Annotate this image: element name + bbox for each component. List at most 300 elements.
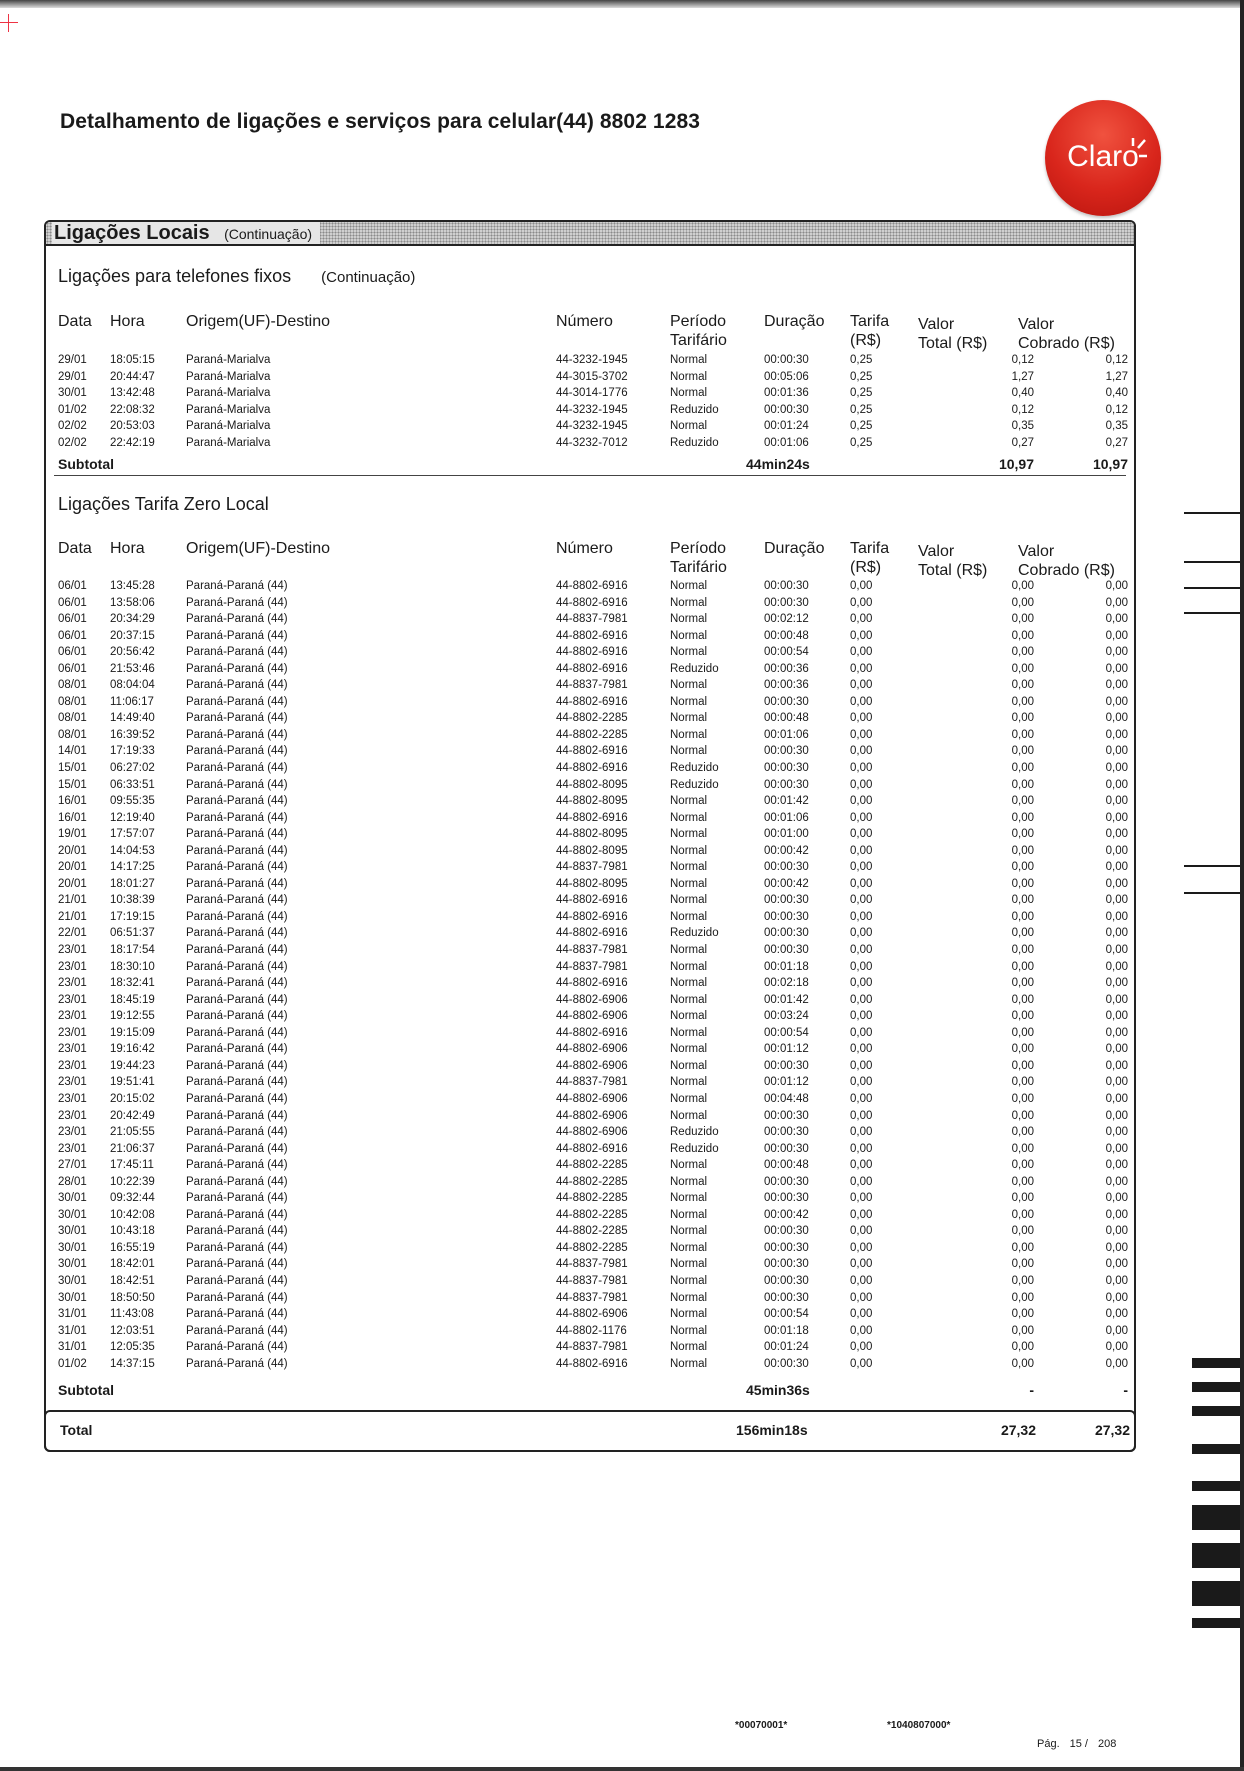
cell-duracao: 00:01:42 bbox=[764, 993, 809, 1006]
total-valor-total: 27,32 bbox=[1000, 1422, 1036, 1438]
cell-valor-cobrado: 0,00 bbox=[1105, 679, 1128, 692]
claro-logo bbox=[1045, 100, 1161, 216]
cell-origem: Paraná-Paraná (44) bbox=[186, 1026, 288, 1039]
table-row bbox=[46, 644, 1134, 661]
cell-numero: 44-8802-6906 bbox=[556, 1308, 628, 1321]
cell-hora: 21:05:55 bbox=[110, 1126, 155, 1139]
cell-duracao: 00:01:06 bbox=[764, 436, 809, 449]
cell-hora: 19:12:55 bbox=[110, 1010, 155, 1023]
cell-numero: 44-8837-7981 bbox=[556, 1274, 628, 1287]
cell-periodo: Normal bbox=[670, 646, 708, 659]
cell-hora: 12:05:35 bbox=[110, 1341, 155, 1354]
cell-duracao: 00:01:24 bbox=[764, 1341, 809, 1354]
section-title: Ligações Locais bbox=[54, 222, 210, 244]
cell-valor-total: 0,00 bbox=[1011, 1175, 1034, 1188]
cell-periodo: Normal bbox=[670, 1341, 708, 1354]
table-row bbox=[46, 1339, 1134, 1356]
table-row bbox=[46, 876, 1134, 893]
cell-hora: 19:15:09 bbox=[110, 1026, 155, 1039]
table-row bbox=[46, 1141, 1134, 1158]
cell-origem: Paraná-Paraná (44) bbox=[186, 596, 288, 609]
cell-valor-cobrado: 0,00 bbox=[1105, 596, 1128, 609]
cell-valor-total: 0,00 bbox=[1011, 728, 1034, 741]
cell-numero: 44-8837-7981 bbox=[556, 861, 628, 874]
cell-duracao: 00:01:42 bbox=[764, 795, 809, 808]
cell-valor-total: 0,00 bbox=[1011, 1258, 1034, 1271]
cell-valor-total: 0,00 bbox=[1011, 1274, 1034, 1287]
cell-tarifa: 0,00 bbox=[850, 1126, 873, 1139]
fixos-continuation: (Continuação) bbox=[321, 269, 416, 286]
cell-origem: Paraná-Paraná (44) bbox=[186, 778, 288, 791]
cell-periodo: Normal bbox=[670, 977, 708, 990]
cell-numero: 44-8802-6906 bbox=[556, 1092, 628, 1105]
table-row bbox=[46, 710, 1134, 727]
cell-valor-cobrado: 0,00 bbox=[1105, 613, 1128, 626]
cell-data: 20/01 bbox=[58, 844, 87, 857]
cell-valor-cobrado: 0,00 bbox=[1105, 927, 1128, 940]
cell-valor-cobrado: 0,00 bbox=[1105, 1241, 1128, 1254]
cell-hora: 18:01:27 bbox=[110, 877, 155, 890]
cell-tarifa: 0,00 bbox=[850, 1274, 873, 1287]
cell-data: 31/01 bbox=[58, 1308, 87, 1321]
cell-valor-cobrado: 0,00 bbox=[1105, 910, 1128, 923]
cell-tarifa: 0,00 bbox=[850, 1076, 873, 1089]
cell-tarifa: 0,00 bbox=[850, 844, 873, 857]
cell-origem: Paraná-Paraná (44) bbox=[186, 795, 288, 808]
registration-mark bbox=[0, 14, 18, 32]
table-row bbox=[46, 1074, 1134, 1091]
cell-numero: 44-8802-6906 bbox=[556, 1059, 628, 1072]
ligacoes-locais-section bbox=[44, 220, 1136, 1452]
cell-valor-total: 0,00 bbox=[1011, 778, 1034, 791]
cell-hora: 18:45:19 bbox=[110, 993, 155, 1006]
cell-origem: Paraná-Paraná (44) bbox=[186, 1142, 288, 1155]
cell-duracao: 00:00:42 bbox=[764, 877, 809, 890]
cell-data: 30/01 bbox=[58, 1192, 87, 1205]
table-row bbox=[46, 793, 1134, 810]
cell-data: 31/01 bbox=[58, 1324, 87, 1337]
tarifa-zero-subtotal-row bbox=[46, 1381, 1134, 1399]
cell-data: 23/01 bbox=[58, 944, 87, 957]
cell-periodo: Normal bbox=[670, 1059, 708, 1072]
cell-hora: 17:57:07 bbox=[110, 828, 155, 841]
cell-hora: 16:55:19 bbox=[110, 1241, 155, 1254]
cell-duracao: 00:00:30 bbox=[764, 1291, 809, 1304]
cell-valor-total: 0,00 bbox=[1011, 1291, 1034, 1304]
cell-numero: 44-8837-7981 bbox=[556, 1076, 628, 1089]
cell-hora: 18:50:50 bbox=[110, 1291, 155, 1304]
cell-tarifa: 0,00 bbox=[850, 795, 873, 808]
cell-valor-total: 0,00 bbox=[1011, 745, 1034, 758]
col-duracao: Duração bbox=[764, 313, 825, 330]
cell-data: 23/01 bbox=[58, 1059, 87, 1072]
cell-valor-cobrado: 0,00 bbox=[1105, 795, 1128, 808]
cell-numero: 44-8802-6916 bbox=[556, 695, 628, 708]
cell-tarifa: 0,00 bbox=[850, 1258, 873, 1271]
cell-hora: 12:03:51 bbox=[110, 1324, 155, 1337]
cell-periodo: Reduzido bbox=[670, 762, 719, 775]
col-tarifa: Tarifa (R$) bbox=[850, 313, 890, 349]
cell-periodo: Normal bbox=[670, 596, 708, 609]
col-valor-cobrado: Valor Cobrado (R$) bbox=[1018, 316, 1115, 352]
cell-tarifa: 0,00 bbox=[850, 1291, 873, 1304]
cell-data: 15/01 bbox=[58, 762, 87, 775]
table-row bbox=[46, 777, 1134, 794]
cell-hora: 20:56:42 bbox=[110, 646, 155, 659]
cell-periodo: Normal bbox=[670, 1192, 708, 1205]
cell-tarifa: 0,00 bbox=[850, 1026, 873, 1039]
cell-hora: 10:38:39 bbox=[110, 894, 155, 907]
cell-duracao: 00:00:30 bbox=[764, 354, 809, 366]
cell-valor-total: 0,00 bbox=[1011, 960, 1034, 973]
cell-hora: 09:55:35 bbox=[110, 795, 155, 808]
cell-origem: Paraná-Paraná (44) bbox=[186, 1241, 288, 1254]
cell-numero: 44-8802-6916 bbox=[556, 894, 628, 907]
cell-tarifa: 0,00 bbox=[850, 646, 873, 659]
cell-tarifa: 0,00 bbox=[850, 1241, 873, 1254]
cell-valor-cobrado: 0,00 bbox=[1105, 1258, 1128, 1271]
cell-tarifa: 0,00 bbox=[850, 762, 873, 775]
cell-origem: Paraná-Paraná (44) bbox=[186, 695, 288, 708]
table-row bbox=[46, 435, 1134, 452]
cell-valor-total: 0,00 bbox=[1011, 1357, 1034, 1370]
cell-origem: Paraná-Paraná (44) bbox=[186, 960, 288, 973]
cell-valor-cobrado: 0,00 bbox=[1105, 894, 1128, 907]
cell-valor-total: 0,00 bbox=[1011, 629, 1034, 642]
table-row bbox=[46, 418, 1134, 435]
cell-periodo: Normal bbox=[670, 613, 708, 626]
cell-origem: Paraná-Paraná (44) bbox=[186, 910, 288, 923]
cell-duracao: 00:00:48 bbox=[764, 629, 809, 642]
cell-tarifa: 0,00 bbox=[850, 944, 873, 957]
table-row bbox=[46, 959, 1134, 976]
cell-valor-cobrado: 0,00 bbox=[1105, 580, 1128, 592]
cell-origem: Paraná-Paraná (44) bbox=[186, 712, 288, 725]
total-label: Total bbox=[60, 1422, 93, 1438]
cell-valor-cobrado: 0,00 bbox=[1105, 1159, 1128, 1172]
cell-valor-total: 0,00 bbox=[1011, 1059, 1034, 1072]
cell-numero: 44-3232-7012 bbox=[556, 436, 628, 449]
cell-periodo: Normal bbox=[670, 580, 708, 592]
cell-duracao: 00:00:30 bbox=[764, 596, 809, 609]
cell-valor-cobrado: 0,00 bbox=[1105, 728, 1128, 741]
cell-valor-total: 0,00 bbox=[1011, 861, 1034, 874]
cell-valor-total: 0,00 bbox=[1011, 695, 1034, 708]
fixos-title: Ligações para telefones fixos (Continuação) bbox=[58, 266, 416, 286]
registration-mark bbox=[1184, 865, 1240, 867]
cell-valor-total: 0,00 bbox=[1011, 1192, 1034, 1205]
cell-numero: 44-8802-6916 bbox=[556, 662, 628, 675]
table-row bbox=[46, 992, 1134, 1009]
cell-hora: 06:51:37 bbox=[110, 927, 155, 940]
cell-periodo: Normal bbox=[670, 1308, 708, 1321]
cell-periodo: Normal bbox=[670, 370, 708, 383]
cell-duracao: 00:03:24 bbox=[764, 1010, 809, 1023]
cell-origem: Paraná-Paraná (44) bbox=[186, 844, 288, 857]
cell-tarifa: 0,00 bbox=[850, 811, 873, 824]
cell-valor-cobrado: 0,00 bbox=[1105, 1109, 1128, 1122]
cell-valor-cobrado: 0,00 bbox=[1105, 1010, 1128, 1023]
cell-hora: 06:33:51 bbox=[110, 778, 155, 791]
cell-origem: Paraná-Paraná (44) bbox=[186, 1357, 288, 1370]
omr-mark bbox=[1192, 1358, 1240, 1368]
col-periodo: Período Tarifário bbox=[670, 540, 727, 576]
cell-numero: 44-3232-1945 bbox=[556, 420, 628, 433]
cell-periodo: Normal bbox=[670, 1324, 708, 1337]
total-valor-cobrado: 27,32 bbox=[1094, 1422, 1130, 1438]
cell-valor-cobrado: 0,00 bbox=[1105, 629, 1128, 642]
cell-periodo: Reduzido bbox=[670, 927, 719, 940]
cell-duracao: 00:00:54 bbox=[764, 1308, 809, 1321]
omr-mark bbox=[1192, 1581, 1240, 1606]
cell-periodo: Normal bbox=[670, 728, 708, 741]
cell-tarifa: 0,00 bbox=[850, 910, 873, 923]
cell-duracao: 00:01:18 bbox=[764, 960, 809, 973]
page-total: 208 bbox=[1098, 1738, 1117, 1750]
cell-duracao: 00:00:30 bbox=[764, 910, 809, 923]
cell-origem: Paraná-Paraná (44) bbox=[186, 877, 288, 890]
cell-duracao: 00:00:54 bbox=[764, 1026, 809, 1039]
cell-numero: 44-8802-6916 bbox=[556, 910, 628, 923]
cell-periodo: Reduzido bbox=[670, 403, 719, 416]
cell-origem: Paraná-Paraná (44) bbox=[186, 1341, 288, 1354]
cell-valor-cobrado: 0,00 bbox=[1105, 1291, 1128, 1304]
cell-numero: 44-8802-2285 bbox=[556, 1175, 628, 1188]
omr-mark bbox=[1192, 1382, 1240, 1392]
col-origem: Origem(UF)-Destino bbox=[186, 540, 331, 557]
cell-duracao: 00:00:54 bbox=[764, 646, 809, 659]
cell-hora: 22:08:32 bbox=[110, 403, 155, 416]
cell-data: 19/01 bbox=[58, 828, 87, 841]
subtotal-label: Subtotal bbox=[58, 456, 114, 472]
cell-tarifa: 0,00 bbox=[850, 1175, 873, 1188]
cell-valor-total: 0,00 bbox=[1011, 944, 1034, 957]
cell-origem: Paraná-Marialva bbox=[186, 354, 271, 366]
cell-valor-cobrado: 0,00 bbox=[1105, 1192, 1128, 1205]
cell-numero: 44-8837-7981 bbox=[556, 613, 628, 626]
table-row bbox=[46, 694, 1134, 711]
cell-numero: 44-8802-2285 bbox=[556, 1192, 628, 1205]
cell-numero: 44-8837-7981 bbox=[556, 1258, 628, 1271]
cell-hora: 20:15:02 bbox=[110, 1092, 155, 1105]
cell-tarifa: 0,00 bbox=[850, 828, 873, 841]
subtotal-duracao: 44min24s bbox=[746, 456, 810, 472]
cell-hora: 22:42:19 bbox=[110, 436, 155, 449]
table-row bbox=[46, 1207, 1134, 1224]
cell-data: 21/01 bbox=[58, 910, 87, 923]
cell-tarifa: 0,00 bbox=[850, 1159, 873, 1172]
cell-duracao: 00:00:48 bbox=[764, 712, 809, 725]
cell-data: 23/01 bbox=[58, 1026, 87, 1039]
cell-periodo: Normal bbox=[670, 629, 708, 642]
table-row bbox=[46, 1008, 1134, 1025]
cell-numero: 44-8802-6906 bbox=[556, 1109, 628, 1122]
cell-duracao: 00:00:30 bbox=[764, 1059, 809, 1072]
cell-duracao: 00:01:12 bbox=[764, 1076, 809, 1089]
subtotal-valor-cobrado: 10,97 bbox=[1092, 456, 1128, 472]
table-row bbox=[46, 760, 1134, 777]
table-row bbox=[46, 578, 1134, 595]
cell-origem: Paraná-Marialva bbox=[186, 370, 271, 383]
cell-tarifa: 0,00 bbox=[850, 960, 873, 973]
cell-numero: 44-8802-6916 bbox=[556, 1026, 628, 1039]
cell-hora: 20:42:49 bbox=[110, 1109, 155, 1122]
cell-valor-cobrado: 0,00 bbox=[1105, 646, 1128, 659]
cell-periodo: Normal bbox=[670, 1043, 708, 1056]
cell-data: 16/01 bbox=[58, 811, 87, 824]
cell-numero: 44-8802-8095 bbox=[556, 844, 628, 857]
section-divider bbox=[54, 475, 1126, 476]
table-row bbox=[46, 352, 1134, 369]
cell-valor-total: 0,00 bbox=[1011, 1142, 1034, 1155]
cell-origem: Paraná-Paraná (44) bbox=[186, 811, 288, 824]
table-row bbox=[46, 1306, 1134, 1323]
table-row bbox=[46, 677, 1134, 694]
cell-periodo: Normal bbox=[670, 712, 708, 725]
cell-hora: 13:45:28 bbox=[110, 580, 155, 592]
table-row bbox=[46, 859, 1134, 876]
cell-valor-cobrado: 0,12 bbox=[1105, 354, 1128, 366]
cell-valor-total: 0,00 bbox=[1011, 762, 1034, 775]
scan-edge-bottom bbox=[0, 1767, 1244, 1771]
cell-valor-cobrado: 0,00 bbox=[1105, 1175, 1128, 1188]
cell-hora: 18:42:51 bbox=[110, 1274, 155, 1287]
logo-rays-icon bbox=[1130, 136, 1150, 166]
cell-data: 28/01 bbox=[58, 1175, 87, 1188]
table-row bbox=[46, 1157, 1134, 1174]
table-row bbox=[46, 1174, 1134, 1191]
cell-hora: 18:32:41 bbox=[110, 977, 155, 990]
page-label: Pág. bbox=[1037, 1738, 1060, 1750]
cell-periodo: Normal bbox=[670, 387, 708, 400]
cell-hora: 18:05:15 bbox=[110, 354, 155, 366]
cell-origem: Paraná-Paraná (44) bbox=[186, 728, 288, 741]
cell-data: 02/02 bbox=[58, 436, 87, 449]
cell-hora: 06:27:02 bbox=[110, 762, 155, 775]
cell-data: 06/01 bbox=[58, 613, 87, 626]
cell-tarifa: 0,00 bbox=[850, 1192, 873, 1205]
cell-origem: Paraná-Paraná (44) bbox=[186, 745, 288, 758]
cell-periodo: Normal bbox=[670, 795, 708, 808]
cell-valor-total: 0,00 bbox=[1011, 1341, 1034, 1354]
cell-valor-cobrado: 0,00 bbox=[1105, 977, 1128, 990]
cell-origem: Paraná-Paraná (44) bbox=[186, 1010, 288, 1023]
cell-tarifa: 0,25 bbox=[850, 403, 873, 416]
cell-valor-total: 0,00 bbox=[1011, 646, 1034, 659]
cell-valor-total: 0,00 bbox=[1011, 679, 1034, 692]
cell-tarifa: 0,00 bbox=[850, 1010, 873, 1023]
cell-data: 23/01 bbox=[58, 993, 87, 1006]
table-row bbox=[46, 1323, 1134, 1340]
table-row bbox=[46, 942, 1134, 959]
cell-numero: 44-8802-8095 bbox=[556, 795, 628, 808]
table-row bbox=[46, 743, 1134, 760]
cell-hora: 13:42:48 bbox=[110, 387, 155, 400]
cell-duracao: 00:00:36 bbox=[764, 662, 809, 675]
cell-tarifa: 0,00 bbox=[850, 1109, 873, 1122]
footer-code-2: *1040807000* bbox=[887, 1720, 951, 1731]
cell-periodo: Normal bbox=[670, 960, 708, 973]
cell-duracao: 00:00:36 bbox=[764, 679, 809, 692]
footer-code-1: *00070001* bbox=[735, 1720, 788, 1731]
cell-duracao: 00:00:30 bbox=[764, 894, 809, 907]
table-row bbox=[46, 1273, 1134, 1290]
cell-origem: Paraná-Paraná (44) bbox=[186, 894, 288, 907]
cell-periodo: Normal bbox=[670, 1241, 708, 1254]
cell-data: 08/01 bbox=[58, 679, 87, 692]
cell-hora: 13:58:06 bbox=[110, 596, 155, 609]
cell-data: 23/01 bbox=[58, 1126, 87, 1139]
cell-valor-cobrado: 0,00 bbox=[1105, 745, 1128, 758]
cell-valor-total: 0,12 bbox=[1011, 403, 1034, 416]
tarifa-zero-title: Ligações Tarifa Zero Local bbox=[58, 494, 269, 514]
cell-origem: Paraná-Paraná (44) bbox=[186, 762, 288, 775]
cell-duracao: 00:00:30 bbox=[764, 1274, 809, 1287]
cell-periodo: Reduzido bbox=[670, 436, 719, 449]
cell-hora: 19:51:41 bbox=[110, 1076, 155, 1089]
cell-data: 30/01 bbox=[58, 1225, 87, 1238]
table-row bbox=[46, 1108, 1134, 1125]
cell-valor-cobrado: 0,00 bbox=[1105, 712, 1128, 725]
cell-valor-total: 0,00 bbox=[1011, 844, 1034, 857]
cell-valor-cobrado: 0,00 bbox=[1105, 762, 1128, 775]
cell-data: 31/01 bbox=[58, 1341, 87, 1354]
cell-duracao: 00:00:42 bbox=[764, 844, 809, 857]
cell-duracao: 00:00:30 bbox=[764, 1258, 809, 1271]
cell-valor-cobrado: 0,00 bbox=[1105, 960, 1128, 973]
cell-hora: 19:44:23 bbox=[110, 1059, 155, 1072]
cell-numero: 44-8802-6916 bbox=[556, 646, 628, 659]
cell-duracao: 00:01:24 bbox=[764, 420, 809, 433]
section-header bbox=[46, 222, 1134, 246]
table-row bbox=[46, 1240, 1134, 1257]
table-row bbox=[46, 1041, 1134, 1058]
cell-valor-total: 0,00 bbox=[1011, 993, 1034, 1006]
cell-valor-cobrado: 0,00 bbox=[1105, 993, 1128, 1006]
cell-numero: 44-8802-8095 bbox=[556, 828, 628, 841]
cell-periodo: Normal bbox=[670, 910, 708, 923]
cell-valor-cobrado: 0,00 bbox=[1105, 778, 1128, 791]
cell-duracao: 00:05:06 bbox=[764, 370, 809, 383]
cell-data: 30/01 bbox=[58, 1241, 87, 1254]
cell-numero: 44-8837-7981 bbox=[556, 679, 628, 692]
cell-valor-total: 0,00 bbox=[1011, 1324, 1034, 1337]
cell-data: 02/02 bbox=[58, 420, 87, 433]
cell-periodo: Reduzido bbox=[670, 778, 719, 791]
cell-periodo: Normal bbox=[670, 894, 708, 907]
cell-numero: 44-8837-7981 bbox=[556, 944, 628, 957]
cell-origem: Paraná-Paraná (44) bbox=[186, 1159, 288, 1172]
cell-origem: Paraná-Paraná (44) bbox=[186, 646, 288, 659]
table-row bbox=[46, 402, 1134, 419]
table-row bbox=[46, 826, 1134, 843]
cell-origem: Paraná-Marialva bbox=[186, 387, 271, 400]
cell-valor-total: 0,00 bbox=[1011, 580, 1034, 592]
cell-duracao: 00:00:30 bbox=[764, 580, 809, 592]
cell-periodo: Normal bbox=[670, 944, 708, 957]
col-valor-total: Valor Total (R$) bbox=[918, 543, 988, 579]
cell-valor-cobrado: 0,00 bbox=[1105, 828, 1128, 841]
cell-tarifa: 0,25 bbox=[850, 354, 873, 366]
fixos-subtotal-row bbox=[46, 455, 1134, 473]
cell-origem: Paraná-Paraná (44) bbox=[186, 1291, 288, 1304]
cell-numero: 44-8802-2285 bbox=[556, 1208, 628, 1221]
cell-tarifa: 0,00 bbox=[850, 712, 873, 725]
cell-numero: 44-8802-6916 bbox=[556, 977, 628, 990]
cell-origem: Paraná-Paraná (44) bbox=[186, 1324, 288, 1337]
cell-origem: Paraná-Paraná (44) bbox=[186, 1208, 288, 1221]
cell-valor-total: 0,00 bbox=[1011, 1109, 1034, 1122]
